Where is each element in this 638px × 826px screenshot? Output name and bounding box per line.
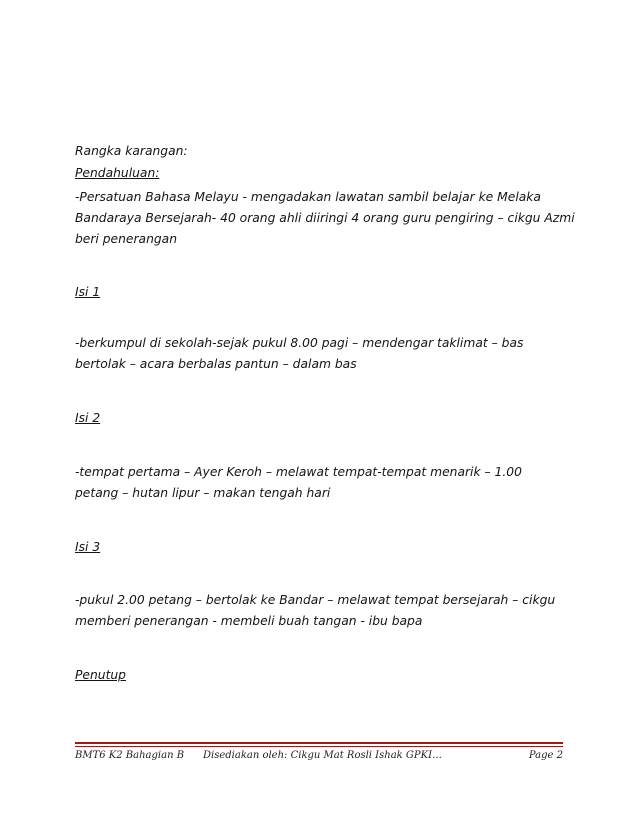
- isi3-line-2: memberi penerangan - membeli buah tangan - ibu bapa: [75, 614, 423, 628]
- isi3-heading: Isi 3: [75, 540, 101, 554]
- isi2-line-1: -tempat pertama – Ayer Keroh – melawat tempat-tempat menarik – 1.00: [75, 465, 522, 479]
- isi2-heading: Isi 2: [75, 411, 101, 425]
- footer-rule-thin: [75, 746, 563, 747]
- footer-page-number: Page 2: [528, 750, 563, 761]
- footer-rule: [75, 742, 563, 744]
- isi1-line-2: bertolak – acara berbalas pantun – dalam bas: [75, 357, 357, 371]
- isi1-line-1: -berkumpul di sekolah-sejak pukul 8.00 pagi – mendengar taklimat – bas: [75, 336, 524, 350]
- page-footer: [75, 750, 563, 768]
- intro-line-1: -Persatuan Bahasa Melayu - mengadakan lawatan sambil belajar ke Melaka: [75, 190, 541, 204]
- intro-heading: Pendahuluan:: [75, 166, 160, 180]
- closing-heading: Penutup: [75, 668, 126, 682]
- isi1-heading: Isi 1: [75, 285, 101, 299]
- outline-title: Rangka karangan:: [75, 144, 188, 158]
- isi3-line-1: -pukul 2.00 petang – bertolak ke Bandar – melawat tempat bersejarah – cikgu: [75, 593, 556, 607]
- intro-line-3: beri penerangan: [75, 232, 178, 246]
- intro-line-2: Bandaraya Bersejarah- 40 orang ahli diiringi 4 orang guru pengiring – cikgu Azmi: [75, 211, 575, 225]
- footer-author: Disediakan oleh: Cikgu Mat Rosli Ishak GPKI…: [203, 750, 443, 761]
- isi2-line-2: petang – hutan lipur – makan tengah hari: [75, 486, 331, 500]
- footer-course: BMT6 K2 Bahagian B: [75, 750, 185, 761]
